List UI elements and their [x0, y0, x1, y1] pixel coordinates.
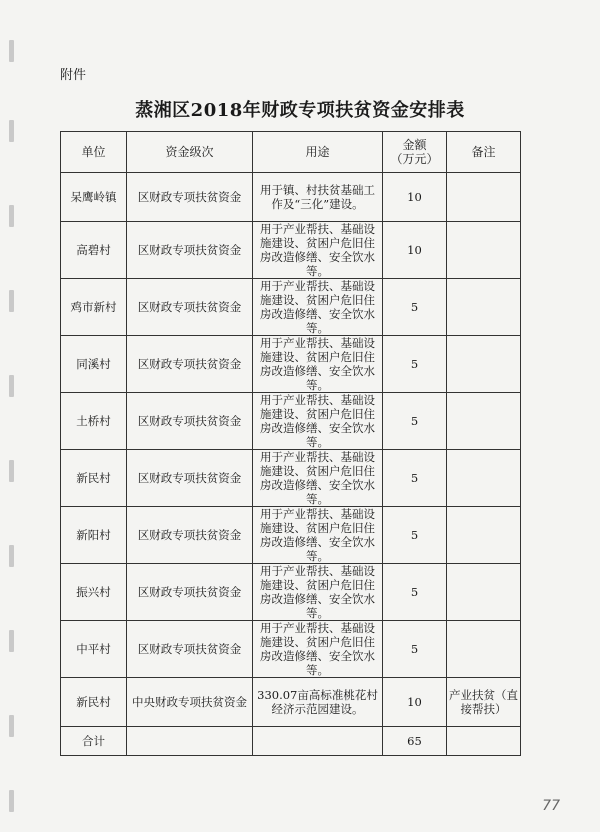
cell-purpose: 用于产业帮扶、基础设施建设、贫困户危旧住房改造修缮、安全饮水等。: [253, 450, 383, 507]
table-row: [61, 279, 521, 336]
cell-fund-level: 区财政专项扶贫资金: [127, 621, 253, 678]
table-row: [61, 450, 521, 507]
binding-mark: [9, 545, 14, 567]
cell-fund-level: 区财政专项扶贫资金: [127, 393, 253, 450]
cell-purpose: 用于产业帮扶、基础设施建设、贫困户危旧住房改造修缮、安全饮水等。: [253, 336, 383, 393]
cell-purpose: [253, 727, 383, 756]
cell-amount: 10: [383, 222, 447, 279]
cell-unit: 高碧村: [61, 222, 127, 279]
table-header-row: [61, 132, 521, 173]
cell-remark: [447, 173, 521, 222]
total-label: 合计: [61, 727, 127, 756]
header-fund-level: 资金级次: [127, 132, 253, 173]
cell-fund-level: 区财政专项扶贫资金: [127, 222, 253, 279]
cell-unit: 振兴村: [61, 564, 127, 621]
cell-amount: 10: [383, 173, 447, 222]
cell-remark: [447, 621, 521, 678]
binding-mark: [9, 40, 14, 62]
cell-amount: 5: [383, 564, 447, 621]
cell-unit: 呆鹰岭镇: [61, 173, 127, 222]
cell-fund-level: [127, 727, 253, 756]
cell-fund-level: 区财政专项扶贫资金: [127, 507, 253, 564]
cell-purpose: 用于产业帮扶、基础设施建设、贫困户危旧住房改造修缮、安全饮水等。: [253, 564, 383, 621]
binding-mark: [9, 790, 14, 812]
table-row: [61, 678, 521, 727]
total-amount: 65: [383, 727, 447, 756]
header-amount: 金额 （万元）: [383, 132, 447, 173]
cell-fund-level: 区财政专项扶贫资金: [127, 450, 253, 507]
cell-purpose: 用于产业帮扶、基础设施建设、贫困户危旧住房改造修缮、安全饮水等。: [253, 621, 383, 678]
cell-purpose: 用于产业帮扶、基础设施建设、贫困户危旧住房改造修缮、安全饮水等。: [253, 279, 383, 336]
cell-unit: 新民村: [61, 450, 127, 507]
cell-unit: 中平村: [61, 621, 127, 678]
attachment-label: 附件: [60, 68, 87, 83]
table-row: [61, 621, 521, 678]
cell-fund-level: 区财政专项扶贫资金: [127, 279, 253, 336]
handwritten-page-number: 77: [542, 798, 560, 814]
cell-fund-level: 区财政专项扶贫资金: [127, 564, 253, 621]
cell-remark: [447, 507, 521, 564]
cell-unit: 同溪村: [61, 336, 127, 393]
binding-mark: [9, 120, 14, 142]
cell-unit: 土桥村: [61, 393, 127, 450]
table-row: [61, 507, 521, 564]
cell-remark: [447, 393, 521, 450]
header-purpose: 用途: [253, 132, 383, 173]
cell-purpose: 330.07亩高标准桃花村经济示范园建设。: [253, 678, 383, 727]
cell-purpose: 用于镇、村扶贫基础工作及“三化”建设。: [253, 173, 383, 222]
table-row: [61, 173, 521, 222]
cell-amount: 5: [383, 450, 447, 507]
cell-remark: 产业扶贫（直接帮扶）: [447, 678, 521, 727]
cell-fund-level: 区财政专项扶贫资金: [127, 336, 253, 393]
header-remark: 备注: [447, 132, 521, 173]
binding-mark: [9, 375, 14, 397]
table-row: [61, 336, 521, 393]
cell-purpose: 用于产业帮扶、基础设施建设、贫困户危旧住房改造修缮、安全饮水等。: [253, 393, 383, 450]
cell-amount: 10: [383, 678, 447, 727]
cell-purpose: 用于产业帮扶、基础设施建设、贫困户危旧住房改造修缮、安全饮水等。: [253, 222, 383, 279]
funding-table: [60, 131, 521, 756]
cell-remark: [447, 336, 521, 393]
cell-purpose: 用于产业帮扶、基础设施建设、贫困户危旧住房改造修缮、安全饮水等。: [253, 507, 383, 564]
header-unit: 单位: [61, 132, 127, 173]
binding-mark: [9, 715, 14, 737]
cell-unit: 新民村: [61, 678, 127, 727]
page-title: 蒸湘区2018年财政专项扶贫资金安排表: [135, 100, 465, 121]
total-row: [61, 727, 521, 756]
cell-amount: 5: [383, 336, 447, 393]
cell-fund-level: 中央财政专项扶贫资金: [127, 678, 253, 727]
cell-amount: 5: [383, 279, 447, 336]
table-row: [61, 564, 521, 621]
cell-amount: 5: [383, 393, 447, 450]
binding-mark: [9, 460, 14, 482]
cell-unit: 鸡市新村: [61, 279, 127, 336]
cell-remark: [447, 727, 521, 756]
cell-amount: 5: [383, 621, 447, 678]
binding-mark: [9, 205, 14, 227]
cell-remark: [447, 564, 521, 621]
cell-remark: [447, 279, 521, 336]
table-row: [61, 222, 521, 279]
cell-remark: [447, 450, 521, 507]
binding-mark: [9, 290, 14, 312]
table-row: [61, 393, 521, 450]
cell-amount: 5: [383, 507, 447, 564]
cell-unit: 新阳村: [61, 507, 127, 564]
binding-mark: [9, 630, 14, 652]
cell-fund-level: 区财政专项扶贫资金: [127, 173, 253, 222]
cell-remark: [447, 222, 521, 279]
